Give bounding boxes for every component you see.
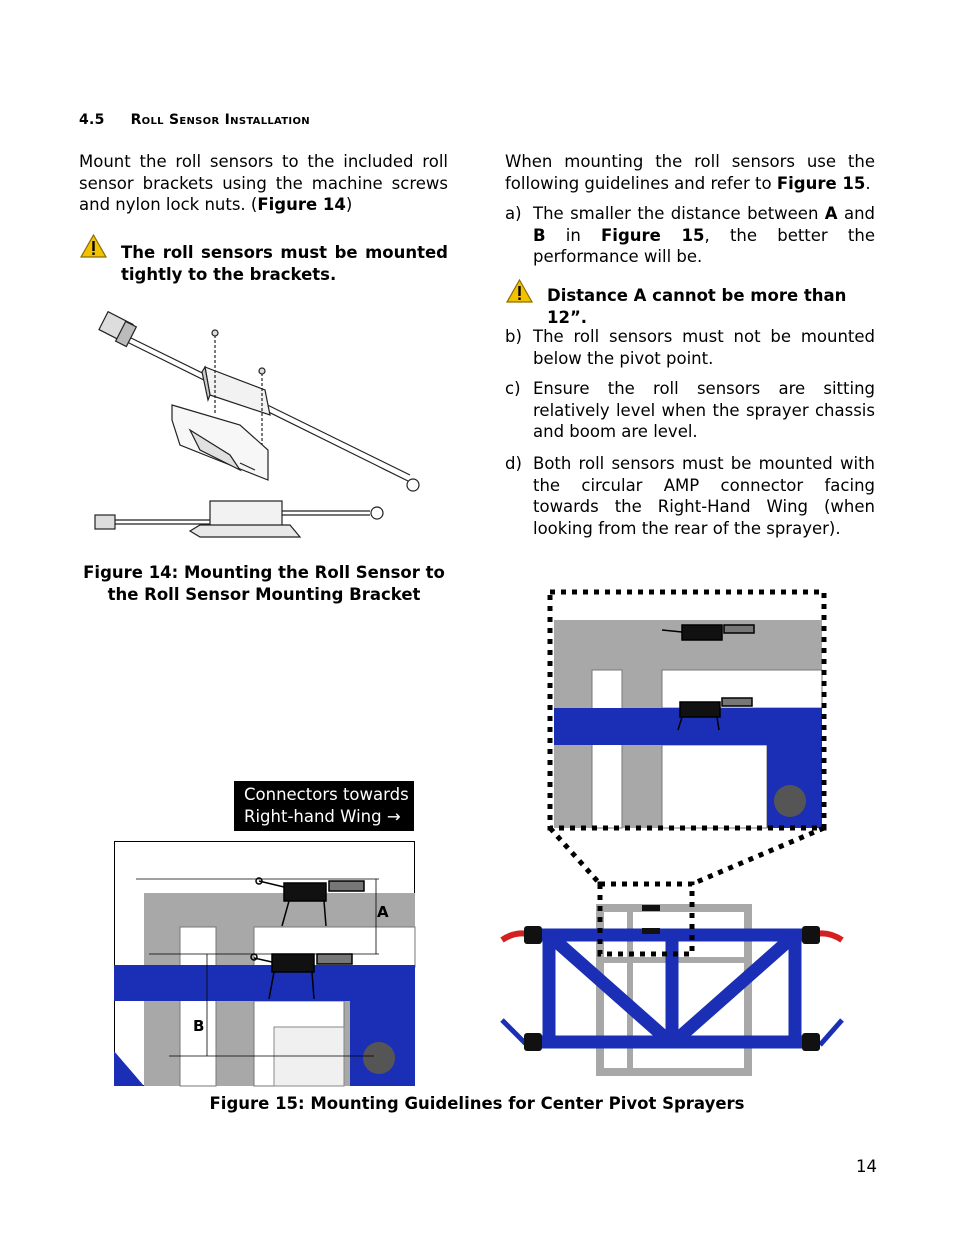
figure-15-reference[interactable]: Figure 15	[776, 173, 866, 193]
item-text: Both roll sensors must be mounted with the circular AMP connector facing towards the Right-Hand Wing (when looking from the rear of the sprayer).	[533, 454, 875, 538]
left-warning-text: The roll sensors must be mounted tightly to the brackets.	[121, 243, 448, 284]
guideline-item-c	[505, 378, 875, 443]
warning-icon	[506, 279, 533, 303]
figure-14-caption: Figure 14: Mounting the Roll Sensor to the Roll Sensor Mounting Bracket	[83, 563, 445, 604]
figure-14-illustration	[90, 305, 400, 545]
page-number: 14	[856, 1157, 877, 1176]
figure-14-reference[interactable]: Figure 14	[257, 195, 346, 214]
section-number: 4.5	[79, 112, 105, 128]
item-label: c)	[505, 379, 521, 398]
left-intro-paragraph: Mount the roll sensors to the included roll sensor brackets using the machine screws and nylon lock nuts. (Figure 14)	[79, 152, 448, 214]
connector-direction-callout: Connectors towards Right-hand Wing →	[234, 781, 414, 831]
figure-15-overview-right	[502, 590, 842, 1075]
guideline-item-d	[505, 453, 875, 539]
guideline-item-b	[505, 326, 875, 369]
item-label: a)	[505, 204, 522, 223]
section-title: Roll Sensor Installation	[130, 112, 310, 128]
right-warning-text: Distance A cannot be more than 12”.	[547, 286, 847, 327]
section-heading	[79, 112, 310, 128]
item-label: d)	[505, 454, 522, 473]
item-text: The roll sensors must not be mounted below the pivot point.	[533, 327, 875, 368]
item-text: The smaller the distance between A and B in Figure 15, the better the performance will be.	[533, 204, 875, 266]
guideline-item-a	[505, 203, 875, 268]
figure-15-caption: Figure 15: Mounting Guidelines for Center Pivot Sprayers	[209, 1094, 745, 1113]
item-label: b)	[505, 327, 522, 346]
right-intro-paragraph: When mounting the roll sensors use the following guidelines and refer to Figure 15.	[505, 152, 875, 193]
dimension-label-b: B	[193, 1017, 205, 1035]
item-text: Ensure the roll sensors are sitting relatively level when the sprayer chassis and boom are level.	[533, 379, 875, 441]
warning-icon	[80, 234, 107, 258]
figure-15-detail-left	[114, 841, 415, 1086]
dimension-label-a: A	[377, 903, 389, 921]
